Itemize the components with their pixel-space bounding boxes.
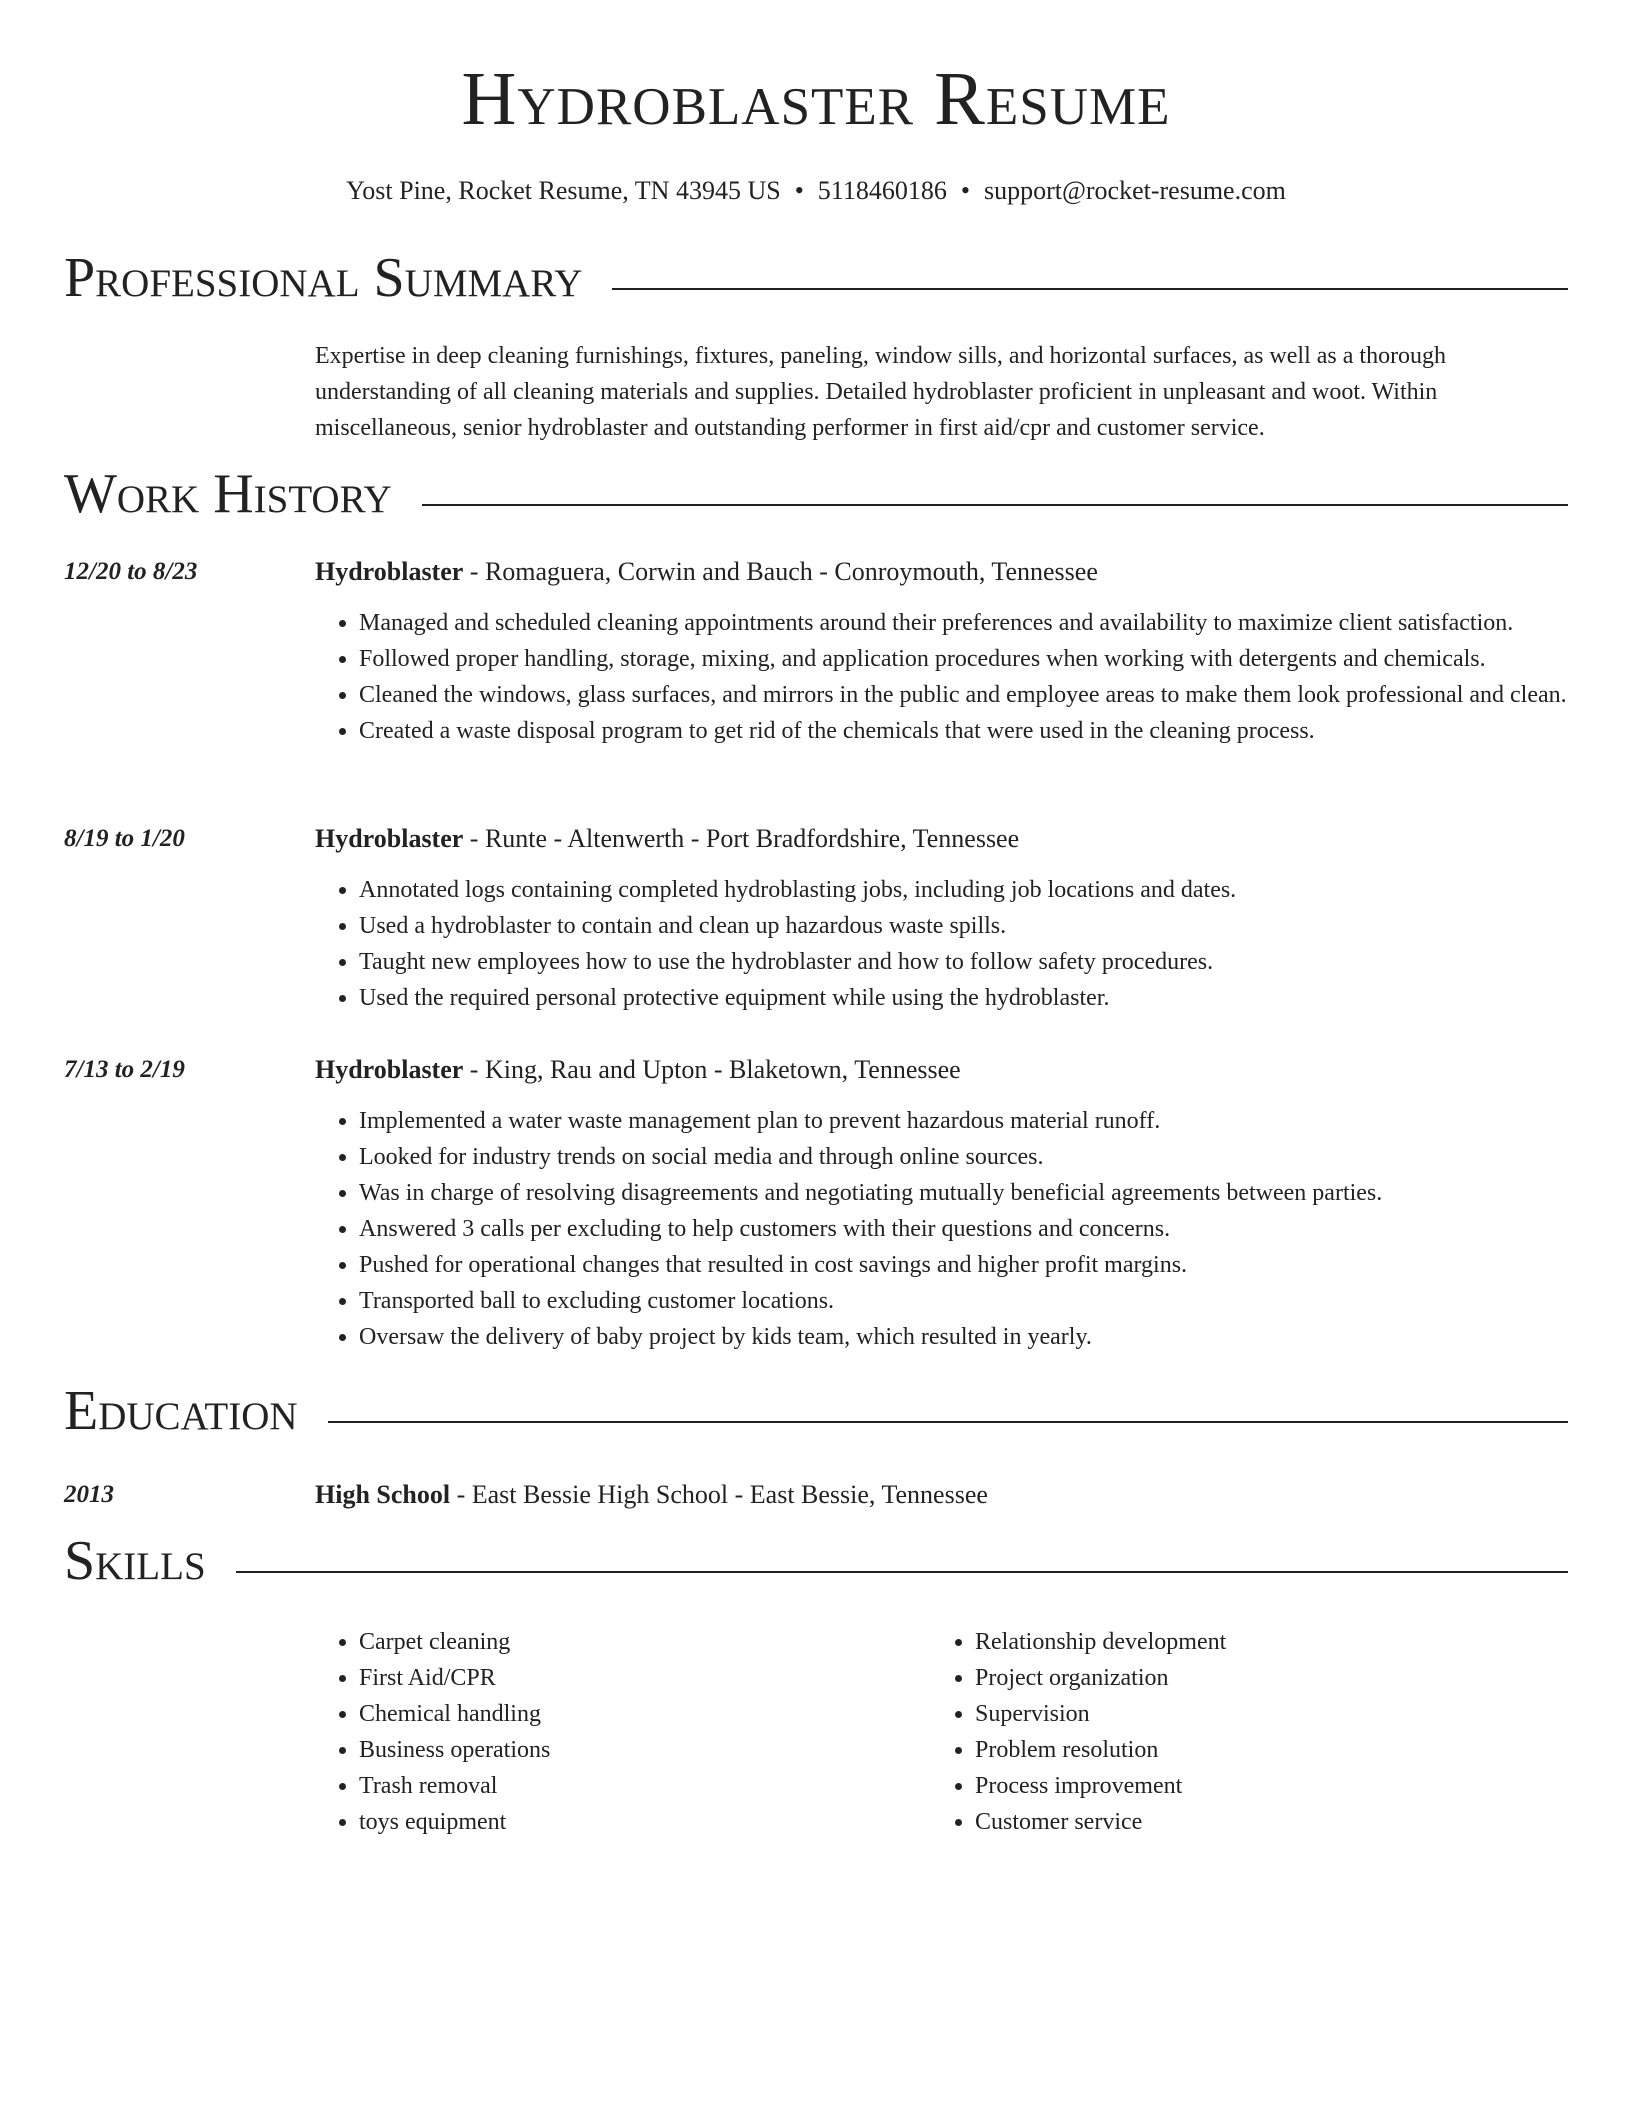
- job-bullet: • Managed and scheduled cleaning appointments around their preferences and availability to maximize client satisfaction.: [359, 605, 1612, 641]
- job-heading: [315, 822, 1019, 856]
- skill-item: • Customer service: [975, 1804, 1575, 1840]
- job-bullet: • Created a waste disposal program to get rid of the chemicals that were used in the cleaning process.: [359, 713, 1612, 749]
- email: support@rocket-resume.com: [983, 176, 1286, 205]
- skill-item: • Problem resolution: [975, 1732, 1575, 1768]
- job-bullet: • Answered 3 calls per excluding to help customers with their questions and concerns.: [359, 1211, 1612, 1247]
- education-details: - East Bessie High School - East Bessie, Tennessee: [450, 1480, 988, 1509]
- job-details: - Runte - Altenwerth - Port Bradfordshire, Tennessee: [463, 824, 1020, 853]
- job-entry: [64, 555, 1568, 795]
- job-bullet: • Looked for industry trends on social media and through online sources.: [359, 1139, 1612, 1175]
- separator: •: [960, 176, 970, 205]
- skills-list-left: [315, 1624, 919, 1840]
- job-title: Hydroblaster: [315, 557, 464, 586]
- section-skills: [64, 1525, 1568, 1597]
- address: Yost Pine, Rocket Resume, TN 43945 US: [346, 176, 781, 205]
- summary-text: Expertise in deep cleaning furnishings, fixtures, paneling, window sills, and horizontal surfaces, as well as a thorough understanding of all cleaning materials and supplies. Detailed hydroblaster proficient in unpleasant and woot. Within miscellaneous, senior hydroblaster and outstanding performer in first aid/cpr and customer service.: [315, 343, 1447, 441]
- skill-item: • Business operations: [359, 1732, 919, 1768]
- section-title: Education: [64, 1383, 328, 1439]
- job-bullet: • Pushed for operational changes that resulted in cost savings and higher profit margins.: [359, 1247, 1612, 1283]
- job-bullet: • Annotated logs containing completed hydroblasting jobs, including job locations and dates.: [359, 872, 1612, 908]
- job-dates: 12/20 to 8/23: [64, 558, 198, 585]
- job-heading: [315, 1053, 961, 1087]
- section-title: Work History: [64, 466, 422, 522]
- job-bullet: • Taught new employees how to use the hydroblaster and how to follow safety procedures.: [359, 944, 1612, 980]
- job-bullets: [315, 1103, 1612, 1355]
- skill-item: • Supervision: [975, 1696, 1575, 1732]
- job-bullet: • Was in charge of resolving disagreements and negotiating mutually beneficial agreements between parties.: [359, 1175, 1612, 1211]
- resume-title: Hydroblaster Resume: [461, 57, 1171, 141]
- job-dates: 8/19 to 1/20: [64, 825, 185, 852]
- skill-item: • Process improvement: [975, 1768, 1575, 1804]
- section-title: Professional Summary: [64, 250, 612, 306]
- skill-item: • First Aid/CPR: [359, 1660, 919, 1696]
- skill-item: • Carpet cleaning: [359, 1624, 919, 1660]
- job-bullet: • Used the required personal protective equipment while using the hydroblaster.: [359, 980, 1612, 1016]
- job-bullet: • Implemented a water waste management plan to prevent hazardous material runoff.: [359, 1103, 1612, 1139]
- section-professional-summary: [64, 242, 1568, 314]
- education-degree: High School: [315, 1480, 451, 1509]
- job-details: - King, Rau and Upton - Blaketown, Tennessee: [463, 1055, 961, 1084]
- section-rule: [64, 1571, 1568, 1573]
- skill-item: • toys equipment: [359, 1804, 919, 1840]
- job-bullet: • Followed proper handling, storage, mixing, and application procedures when working with detergents and chemicals.: [359, 641, 1612, 677]
- job-bullet: • Transported ball to excluding customer locations.: [359, 1283, 1612, 1319]
- job-title: Hydroblaster: [315, 824, 464, 853]
- job-title: Hydroblaster: [315, 1055, 464, 1084]
- contact-line: [0, 174, 1632, 208]
- education-date: 2013: [64, 1481, 114, 1508]
- job-entry: [64, 1053, 1568, 1363]
- phone: 5118460186: [817, 176, 947, 205]
- section-work-history: [64, 458, 1568, 530]
- separator: •: [794, 176, 804, 205]
- job-bullets: [315, 872, 1612, 1016]
- skill-item: • Project organization: [975, 1660, 1575, 1696]
- job-bullets: [315, 605, 1612, 749]
- section-title: Skills: [64, 1533, 236, 1589]
- section-education: [64, 1375, 1568, 1447]
- job-heading: [315, 555, 1098, 589]
- job-bullet: • Oversaw the delivery of baby project by kids team, which resulted in yearly.: [359, 1319, 1612, 1355]
- job-bullet: • Used a hydroblaster to contain and clean up hazardous waste spills.: [359, 908, 1612, 944]
- skill-item: • Chemical handling: [359, 1696, 919, 1732]
- job-bullet: • Cleaned the windows, glass surfaces, and mirrors in the public and employee areas to make them look professional and clean.: [359, 677, 1612, 713]
- skill-item: • Trash removal: [359, 1768, 919, 1804]
- job-dates: 7/13 to 2/19: [64, 1056, 185, 1083]
- job-details: - Romaguera, Corwin and Bauch - Conroymouth, Tennessee: [463, 557, 1098, 586]
- skill-item: • Relationship development: [975, 1624, 1575, 1660]
- job-entry: [64, 822, 1568, 1022]
- education-heading: [315, 1478, 988, 1512]
- skills-list-right: [931, 1624, 1575, 1840]
